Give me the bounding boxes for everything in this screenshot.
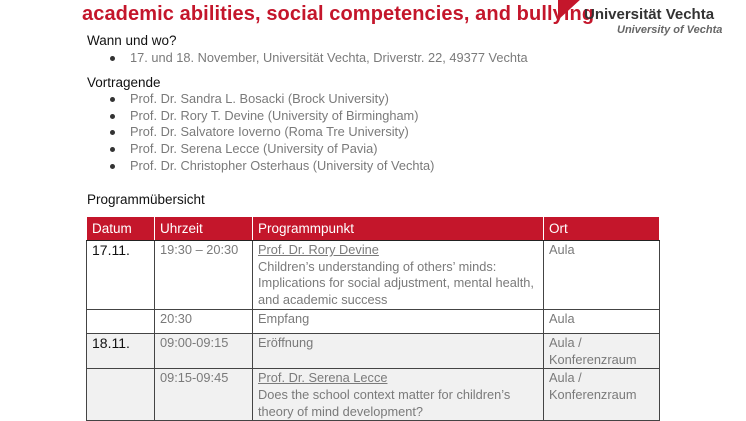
cell-item [253, 241, 544, 310]
column-header-item: Programmpunkt [253, 217, 544, 241]
cell-date [87, 309, 155, 333]
logo-subtitle: University of Vechta [617, 24, 723, 36]
table-row [87, 333, 660, 368]
table-row [87, 369, 660, 421]
cell-place: Aula [544, 309, 660, 333]
cell-time: 19:30 – 20:30 [155, 241, 253, 310]
cell-place: Aula / Konferenzraum [544, 333, 660, 368]
cell-item [253, 369, 544, 421]
cell-date: 17.11. [87, 241, 155, 310]
where-when-heading: Wann und wo? [87, 33, 177, 48]
column-header-time: Uhrzeit [155, 217, 253, 241]
table-row [87, 309, 660, 333]
list-item: Prof. Dr. Christopher Osterhaus (University of Vechta) [108, 158, 434, 175]
cell-time: 20:30 [155, 309, 253, 333]
logo-triangle-icon [558, 0, 582, 20]
speakers-heading: Vortragende [87, 75, 161, 90]
where-when-list [108, 50, 528, 67]
list-item: Prof. Dr. Rory T. Devine (University of Birmingham) [108, 108, 434, 125]
cell-place: Aula / Konferenzraum [544, 369, 660, 421]
program-heading: Programmübersicht [87, 192, 205, 207]
column-header-date: Datum [87, 217, 155, 241]
speakers-list [108, 91, 434, 174]
list-item: 17. und 18. November, Universität Vechta, Driverstr. 22, 49377 Vechta [108, 50, 528, 67]
cell-date [87, 369, 155, 421]
talk-title: Children’s understanding of others’ minds: Implications for social adjustment, mental health, and academic success [258, 258, 534, 308]
speaker-link[interactable]: Prof. Dr. Serena Lecce [258, 370, 388, 386]
column-header-place: Ort [544, 217, 660, 241]
cell-item: Eröffnung [253, 333, 544, 368]
list-item: Prof. Dr. Salvatore Ioverno (Roma Tre University) [108, 124, 434, 141]
cell-place: Aula [544, 241, 660, 310]
cell-item: Empfang [253, 309, 544, 333]
table-header-row [87, 217, 660, 241]
cell-time: 09:15-09:45 [155, 369, 253, 421]
table-row [87, 241, 660, 310]
list-item: Prof. Dr. Sandra L. Bosacki (Brock University) [108, 91, 434, 108]
list-item: Prof. Dr. Serena Lecce (University of Pavia) [108, 141, 434, 158]
program-table [86, 216, 660, 421]
cell-date: 18.11. [87, 333, 155, 368]
university-logo [560, 0, 746, 42]
talk-title: Does the school context matter for children’s theory of mind development? [258, 386, 511, 419]
document-title: academic abilities, social competencies, and bullying [82, 3, 595, 25]
speaker-link[interactable]: Prof. Dr. Rory Devine [258, 242, 379, 257]
logo-name: Universität Vechta [584, 6, 715, 23]
cell-time: 09:00-09:15 [155, 333, 253, 368]
